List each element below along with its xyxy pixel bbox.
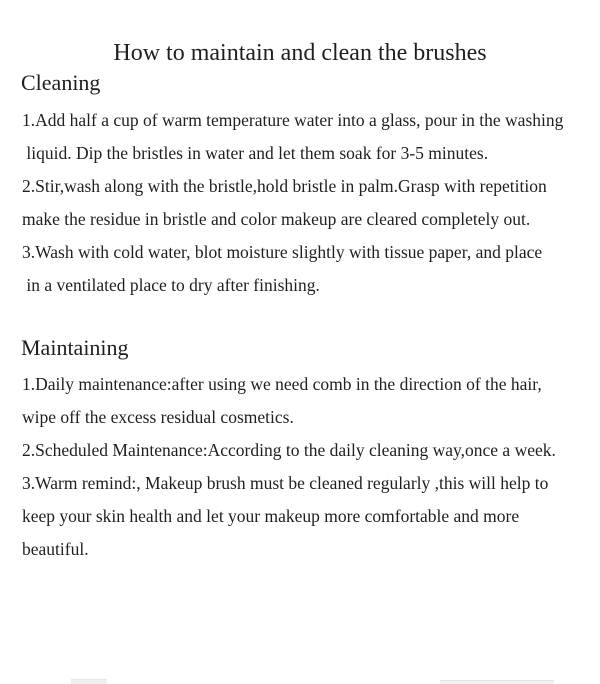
text-line: in a ventilated place to dry after finishing. [22,275,320,295]
cropped-element-edge-left [71,679,107,684]
text-line: 2.Scheduled Maintenance:According to the daily cleaning way,once a week. [22,440,556,460]
text-line: beautiful. [22,539,89,559]
section-heading-cleaning: Cleaning [21,70,101,95]
text-line: 3.Wash with cold water, blot moisture slightly with tissue paper, and place [22,242,543,262]
text-line: 2.Stir,wash along with the bristle,hold bristle in palm.Grasp with repetition [22,176,547,196]
maintaining-instructions [22,368,588,566]
text-line: make the residue in bristle and color makeup are cleared completely out. [22,209,531,229]
text-line: keep your skin health and let your makeup more comfortable and more [22,506,520,526]
text-line: 3.Warm remind:, Makeup brush must be cleaned regularly ,this will help to [22,473,549,493]
section-heading-maintaining: Maintaining [21,335,129,360]
cleaning-instructions [22,104,588,302]
text-line: wipe off the excess residual cosmetics. [22,407,294,427]
text-line: 1.Add half a cup of warm temperature water into a glass, pour in the washing [22,110,564,130]
text-line: 1.Daily maintenance:after using we need comb in the direction of the hair, [22,374,542,394]
page-title: How to maintain and clean the brushes [113,40,487,66]
text-line: liquid. Dip the bristles in water and let them soak for 3-5 minutes. [22,143,489,163]
cropped-element-edge-right [440,680,554,684]
